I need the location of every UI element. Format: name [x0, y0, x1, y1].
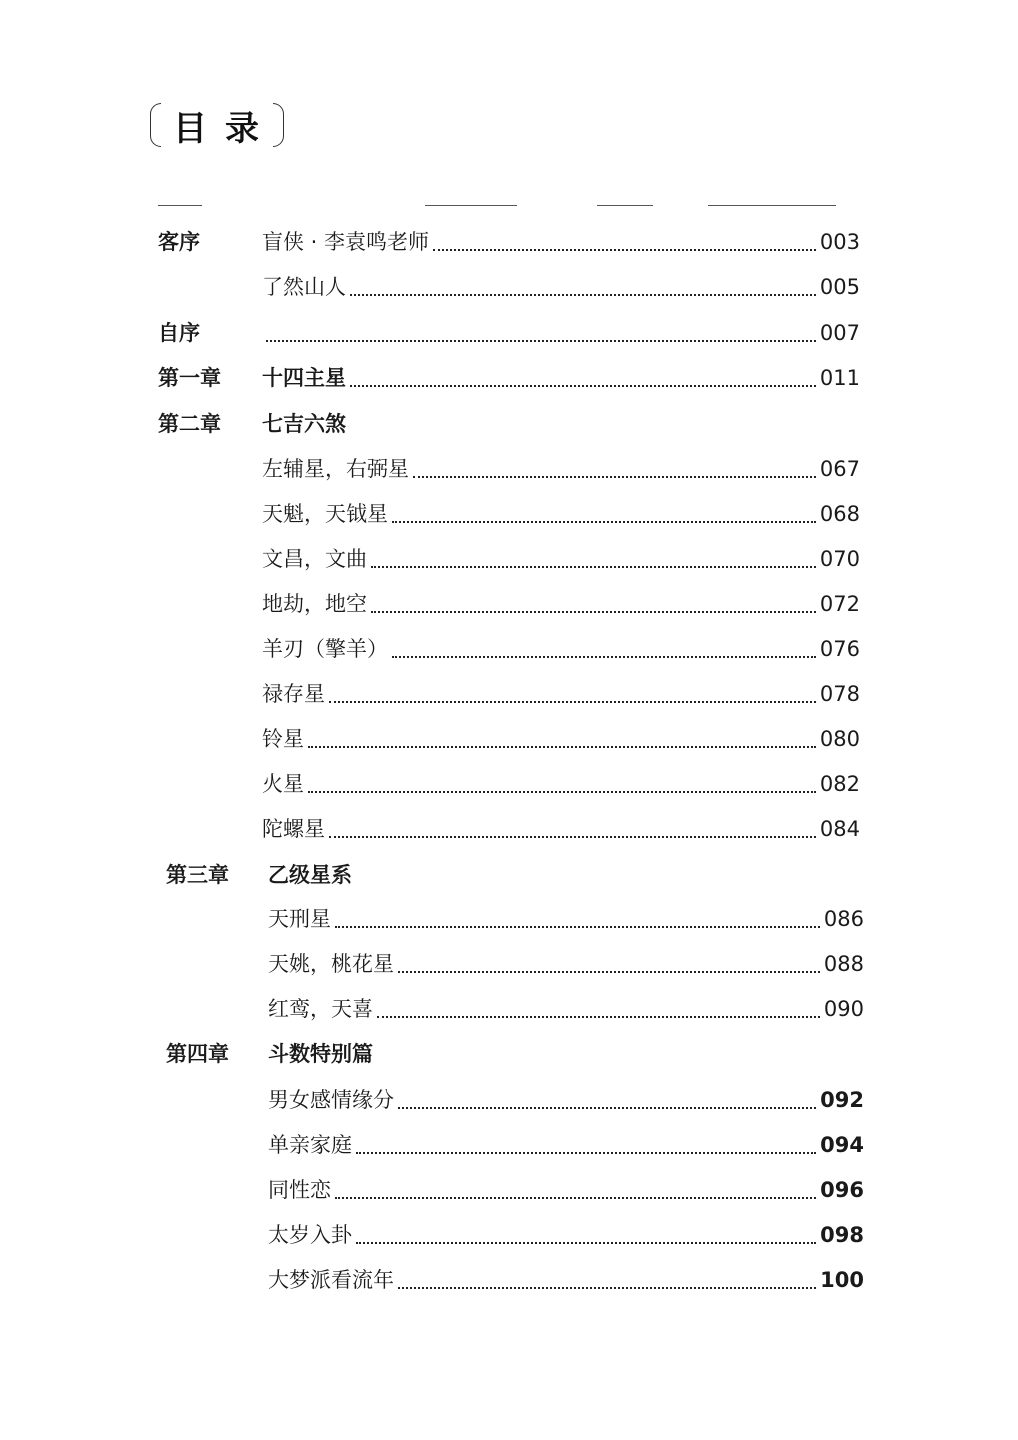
toc-entry	[268, 989, 864, 1029]
entry-title: 单亲家庭	[268, 1133, 352, 1157]
dot-leader	[433, 249, 816, 251]
toc-row	[0, 267, 1018, 307]
toc-entry	[268, 1034, 864, 1074]
toc-row	[0, 899, 1018, 939]
toc-row	[0, 1260, 1018, 1300]
page-number: 086	[823, 907, 864, 931]
dot-leader	[350, 294, 816, 296]
toc-entry	[262, 764, 860, 804]
entry-title: 火星	[262, 772, 304, 796]
toc-entry	[262, 809, 860, 849]
toc-row	[0, 494, 1018, 534]
page-number: 100	[820, 1268, 864, 1292]
page-number: 098	[820, 1223, 864, 1247]
dot-leader	[335, 1197, 816, 1199]
page-number: 094	[820, 1133, 864, 1157]
toc-row	[0, 1080, 1018, 1120]
decorative-rule	[597, 205, 653, 206]
page-number: 067	[819, 457, 860, 481]
entry-title: 太岁入卦	[268, 1223, 352, 1247]
chapter-label: 第四章	[166, 1042, 229, 1066]
toc-entry	[262, 719, 860, 759]
entry-title: 铃星	[262, 727, 304, 751]
dot-leader	[356, 1152, 816, 1154]
chapter-label: 客序	[158, 230, 200, 254]
toc-row	[0, 584, 1018, 624]
entry-title: 天姚，桃花星	[268, 952, 394, 976]
chapter-label: 第二章	[158, 412, 221, 436]
toc-entry	[268, 1260, 864, 1300]
entry-title: 斗数特别篇	[268, 1042, 373, 1066]
chapter-label: 第一章	[158, 366, 221, 390]
entry-title: 大梦派看流年	[268, 1268, 394, 1292]
page-number: 088	[823, 952, 864, 976]
page-number: 070	[819, 547, 860, 571]
entry-title: 禄存星	[262, 682, 325, 706]
decorative-rule	[425, 205, 517, 206]
toc-entry	[268, 1215, 864, 1255]
toc-row	[0, 1125, 1018, 1165]
entry-title: 羊刃（擎羊）	[262, 637, 388, 661]
toc-entry	[262, 222, 860, 262]
dot-leader	[329, 836, 816, 838]
dot-leader	[392, 656, 816, 658]
page-number: 082	[819, 772, 860, 796]
toc-entry	[262, 584, 860, 624]
dot-leader	[329, 701, 816, 703]
entry-title: 左辅星，右弼星	[262, 457, 409, 481]
page-number: 072	[819, 592, 860, 616]
toc-entry	[262, 539, 860, 579]
toc-entry	[262, 267, 860, 307]
toc-row	[0, 629, 1018, 669]
chapter-label: 第三章	[166, 863, 229, 887]
dot-leader	[377, 1016, 820, 1018]
entry-title: 陀螺星	[262, 817, 325, 841]
dot-leader	[356, 1242, 816, 1244]
entry-title: 了然山人	[262, 275, 346, 299]
page-number: 076	[819, 637, 860, 661]
toc-entry	[268, 855, 864, 895]
toc-row	[0, 944, 1018, 984]
dot-leader	[266, 340, 816, 342]
toc-entry	[268, 1080, 864, 1120]
entry-title: 男女感情缘分	[268, 1088, 394, 1112]
toc-row	[0, 449, 1018, 489]
dot-leader	[335, 926, 820, 928]
toc-row	[0, 404, 1018, 444]
dot-leader	[371, 611, 816, 613]
page-number: 080	[819, 727, 860, 751]
toc-row	[0, 313, 1018, 353]
entry-title: 天魁，天钺星	[262, 502, 388, 526]
page-number: 096	[820, 1178, 864, 1202]
entry-title: 天刑星	[268, 907, 331, 931]
toc-row	[0, 539, 1018, 579]
toc-entry	[268, 1125, 864, 1165]
dot-leader	[392, 521, 816, 523]
dot-leader	[398, 971, 820, 973]
entry-title: 同性恋	[268, 1178, 331, 1202]
toc-entry	[268, 899, 864, 939]
toc-entry	[262, 494, 860, 534]
page-number: 092	[820, 1088, 864, 1112]
page-number: 007	[819, 321, 860, 345]
toc-row	[0, 1170, 1018, 1210]
toc-entry	[262, 358, 860, 398]
toc-entry	[268, 1170, 864, 1210]
toc-entry	[268, 944, 864, 984]
toc-row	[0, 764, 1018, 804]
toc-row	[0, 1034, 1018, 1074]
dot-leader	[371, 566, 816, 568]
page-number: 078	[819, 682, 860, 706]
entry-title: 文昌，文曲	[262, 547, 367, 571]
toc-row	[0, 809, 1018, 849]
page-number: 090	[823, 997, 864, 1021]
chapter-label: 自序	[158, 321, 200, 345]
decorative-rule	[158, 205, 202, 206]
page-number: 011	[819, 366, 860, 390]
entry-title: 十四主星	[262, 366, 346, 390]
dot-leader	[350, 385, 816, 387]
page-number: 084	[819, 817, 860, 841]
dot-leader	[398, 1287, 816, 1289]
dot-leader	[308, 791, 816, 793]
dot-leader	[308, 746, 816, 748]
page-number: 005	[819, 275, 860, 299]
toc-row	[0, 989, 1018, 1029]
toc-row	[0, 719, 1018, 759]
toc-entry	[262, 313, 860, 353]
toc-entry	[262, 629, 860, 669]
title-char-2: 录	[225, 108, 261, 149]
toc-entry	[262, 449, 860, 489]
page-number: 003	[819, 230, 860, 254]
title-char-1: 目	[173, 108, 209, 149]
page-number: 068	[819, 502, 860, 526]
toc-entry	[262, 404, 860, 444]
toc-row	[0, 674, 1018, 714]
entry-title: 地劫，地空	[262, 592, 367, 616]
entry-title: 乙级星系	[268, 863, 352, 887]
toc-row	[0, 1215, 1018, 1255]
dot-leader	[413, 476, 816, 478]
title-right-bracket	[273, 103, 284, 147]
entry-title: 红鸾，天喜	[268, 997, 373, 1021]
toc-title	[150, 100, 284, 150]
toc-row	[0, 855, 1018, 895]
decorative-rule	[708, 205, 836, 206]
entry-title: 盲侠 · 李袁鸣老师	[262, 230, 430, 254]
toc-row	[0, 222, 1018, 262]
toc-entry	[262, 674, 860, 714]
dot-leader	[398, 1107, 816, 1109]
entry-title: 七吉六煞	[262, 412, 346, 436]
title-left-bracket	[150, 103, 161, 147]
toc-row	[0, 358, 1018, 398]
